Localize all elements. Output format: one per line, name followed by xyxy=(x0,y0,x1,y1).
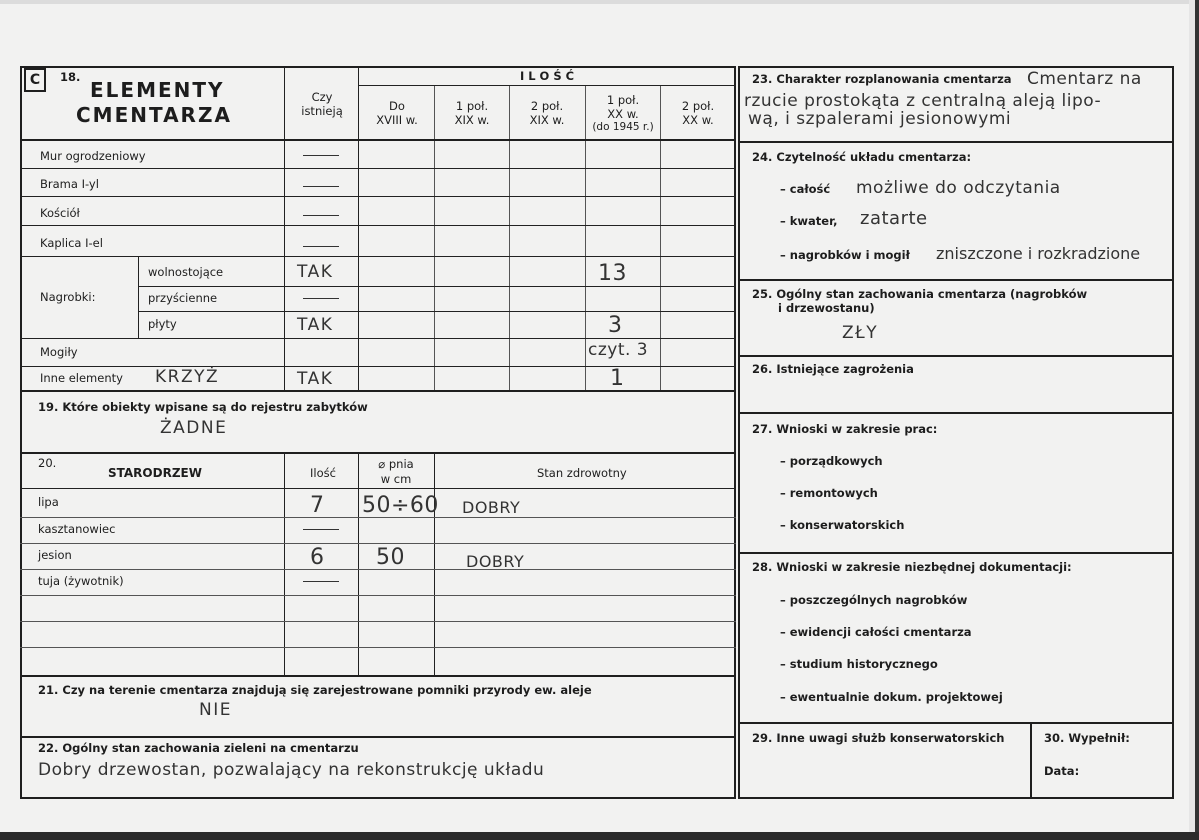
section30-date: Data: xyxy=(1044,764,1080,778)
section21-label: 21. Czy na terenie cmentarza znajdują się zarejestrowane pomniki przyrody ew. aleje xyxy=(38,683,592,697)
dash-mark xyxy=(303,246,339,247)
row-brama: Brama I-yl xyxy=(40,177,99,191)
row-kaplica: Kaplica I-el xyxy=(40,236,103,250)
section28-label: 28. Wnioski w zakresie niezbędnej dokumentacji: xyxy=(752,560,1072,574)
section21-bottom xyxy=(20,736,736,738)
section20-bottom xyxy=(20,675,736,677)
section24-calosc: – całość xyxy=(780,182,831,196)
s20-row-line xyxy=(20,621,736,622)
czy-istnieja-2: istnieją xyxy=(301,104,343,118)
row-nagrobki: Nagrobki: xyxy=(40,290,96,304)
section26-label: 26. Istniejące zagrożenia xyxy=(752,362,914,376)
col-line-4 xyxy=(509,86,510,390)
ilosc-header: I L O Ś Ć xyxy=(519,69,575,83)
row-mogily: Mogiły xyxy=(40,345,78,359)
section25-bottom xyxy=(738,355,1174,357)
row-line xyxy=(20,168,736,169)
dash-mark xyxy=(303,155,339,156)
section23-label: 23. Charakter rozplanowania cmentarza xyxy=(752,72,1012,86)
tree-name: lipa xyxy=(38,495,59,509)
section24-nagrobkow: – nagrobków i mogił xyxy=(780,248,910,262)
section23-bottom xyxy=(738,141,1174,143)
tree-name: jesion xyxy=(38,548,72,562)
section23-value-3: wą, i szpalerami jesionowymi xyxy=(748,109,1012,129)
dash-mark xyxy=(303,581,339,582)
section30-label: 30. Wypełnił: xyxy=(1044,731,1130,745)
tree-name: kasztanowiec xyxy=(38,522,116,536)
ilosc-underline xyxy=(358,85,736,86)
col-line-6 xyxy=(660,86,661,390)
top-edge xyxy=(0,0,1199,4)
bottom-edge xyxy=(0,832,1199,840)
section-letter-box: C xyxy=(24,68,46,92)
tree-count: 6 xyxy=(310,545,325,570)
section28-item: – studium historycznego xyxy=(780,657,938,671)
header-bottom-line xyxy=(20,139,736,141)
section-number-18: 18. xyxy=(60,70,81,84)
row-line xyxy=(20,196,736,197)
row-inne: Inne elementy xyxy=(40,371,123,385)
mogily-count: czyt. 3 xyxy=(588,340,649,360)
section22-label: 22. Ogólny stan zachowania zieleni na cmentarzu xyxy=(38,741,359,755)
row-line xyxy=(138,311,736,312)
s20-col-3 xyxy=(434,452,435,675)
section24-nagrobkow-value: zniszczone i rozkradzione xyxy=(936,244,1141,263)
inne-value: KRZYŻ xyxy=(155,367,220,387)
section19-bottom xyxy=(20,452,736,454)
section23-value-2: rzucie prostokąta z centralną aleją lipo- xyxy=(744,91,1102,111)
section20-stan: Stan zdrowotny xyxy=(537,466,627,480)
section24-kwater-value: zatarte xyxy=(860,208,928,229)
wolnostojace-count: 13 xyxy=(598,261,627,286)
elements-title-line2: CMENTARZA xyxy=(76,103,232,127)
col-2pol-xx-2: XX w. xyxy=(682,113,714,127)
row-kosciol: Kościół xyxy=(40,206,80,220)
col-2pol-xix-1: 2 poł. xyxy=(530,99,564,113)
elements-title-line1: ELEMENTY xyxy=(90,78,225,102)
s20-header-line xyxy=(20,488,736,489)
tree-diam: 50 xyxy=(376,545,405,570)
section27-item: – remontowych xyxy=(780,486,878,500)
col-1pol-xix-2: XIX w. xyxy=(454,113,490,127)
s20-row-line xyxy=(20,647,736,648)
wolnostojace-exists: TAK xyxy=(297,262,334,282)
tree-diam: 50÷60 xyxy=(362,493,439,518)
row-line xyxy=(20,338,736,339)
section29-label: 29. Inne uwagi służb konserwatorskich xyxy=(752,731,1005,745)
section19-value: ŻADNE xyxy=(160,418,228,438)
section24-label: 24. Czytelność układu cmentarza: xyxy=(752,150,972,164)
section26-bottom xyxy=(738,412,1174,414)
row-line xyxy=(20,366,736,367)
plyty-count: 3 xyxy=(608,313,623,338)
inne-count: 1 xyxy=(610,366,625,391)
row-line xyxy=(138,286,736,287)
section25-label-2: i drzewostanu) xyxy=(778,301,875,315)
col-do-xviii-1: Do xyxy=(389,99,405,113)
s20-row-line xyxy=(20,543,736,544)
col-1pol-xx-3: (do 1945 r.) xyxy=(592,121,654,133)
col-line-3 xyxy=(434,86,435,390)
section28-bottom xyxy=(738,722,1174,724)
row-mur: Mur ogrodzeniowy xyxy=(40,149,146,163)
section27-item: – konserwatorskich xyxy=(780,518,905,532)
section20-pnia-1: ⌀ pnia xyxy=(378,457,414,471)
s20-col-2 xyxy=(358,452,359,675)
plyty-exists: TAK xyxy=(297,315,334,335)
section25-value: ZŁY xyxy=(842,323,879,343)
col-1pol-xx-2: XX w. xyxy=(607,107,639,121)
col-do-xviii-2: XVIII w. xyxy=(376,113,418,127)
section19-label: 19. Które obiekty wpisane są do rejestru zabytków xyxy=(38,400,368,414)
section29-30-divider xyxy=(1030,722,1032,798)
dash-mark xyxy=(303,215,339,216)
section24-calosc-value: możliwe do odczytania xyxy=(856,178,1061,198)
row-line xyxy=(20,256,736,257)
s20-col-1 xyxy=(284,452,285,675)
row-przyscienne: przyścienne xyxy=(148,291,218,305)
s20-row-line xyxy=(20,595,736,596)
section18-bottom xyxy=(20,390,736,392)
section24-bottom xyxy=(738,279,1174,281)
section25-label-1: 25. Ogólny stan zachowania cmentarza (nagrobków xyxy=(752,287,1088,301)
row-wolnostojace: wolnostojące xyxy=(148,265,224,279)
czy-istnieja-1: Czy xyxy=(311,90,333,104)
row-plyty: płyty xyxy=(148,317,177,331)
section28-item: – ewidencji całości cmentarza xyxy=(780,625,972,639)
section22-value: Dobry drzewostan, pozwalający na rekonstrukcję układu xyxy=(38,760,545,780)
dash-mark xyxy=(303,529,339,530)
section20-header: STARODRZEW xyxy=(108,466,202,480)
section27-label: 27. Wnioski w zakresie prac: xyxy=(752,422,938,436)
col-line-1 xyxy=(284,67,285,390)
row-line xyxy=(20,225,736,226)
tree-state: DOBRY xyxy=(462,498,521,517)
section27-bottom xyxy=(738,552,1174,554)
section20-pnia-2: w cm xyxy=(380,472,412,486)
dash-mark xyxy=(303,186,339,187)
tree-count: 7 xyxy=(310,493,325,518)
col-2pol-xx-1: 2 poł. xyxy=(681,99,715,113)
inne-exists: TAK xyxy=(297,369,334,389)
tree-name: tuja (żywotnik) xyxy=(38,574,124,588)
section24-kwater: – kwater, xyxy=(780,214,838,228)
nagrobki-divider xyxy=(138,256,139,338)
section20-ilosc: Ilość xyxy=(310,466,336,480)
right-dark-edge xyxy=(1195,0,1199,840)
section21-value: NIE xyxy=(199,700,232,720)
col-2pol-xix-2: XIX w. xyxy=(529,113,565,127)
section28-item: – poszczególnych nagrobków xyxy=(780,593,968,607)
col-1pol-xx-1: 1 poł. xyxy=(606,93,640,107)
col-line-2 xyxy=(358,67,359,390)
dash-mark xyxy=(303,298,339,299)
section23-value-1: Cmentarz na xyxy=(1027,69,1142,89)
section20-num: 20. xyxy=(38,456,57,470)
section28-item: – ewentualnie dokum. projektowej xyxy=(780,690,1003,704)
section27-item: – porządkowych xyxy=(780,454,883,468)
tree-state: DOBRY xyxy=(466,552,525,571)
col-1pol-xix-1: 1 poł. xyxy=(455,99,489,113)
